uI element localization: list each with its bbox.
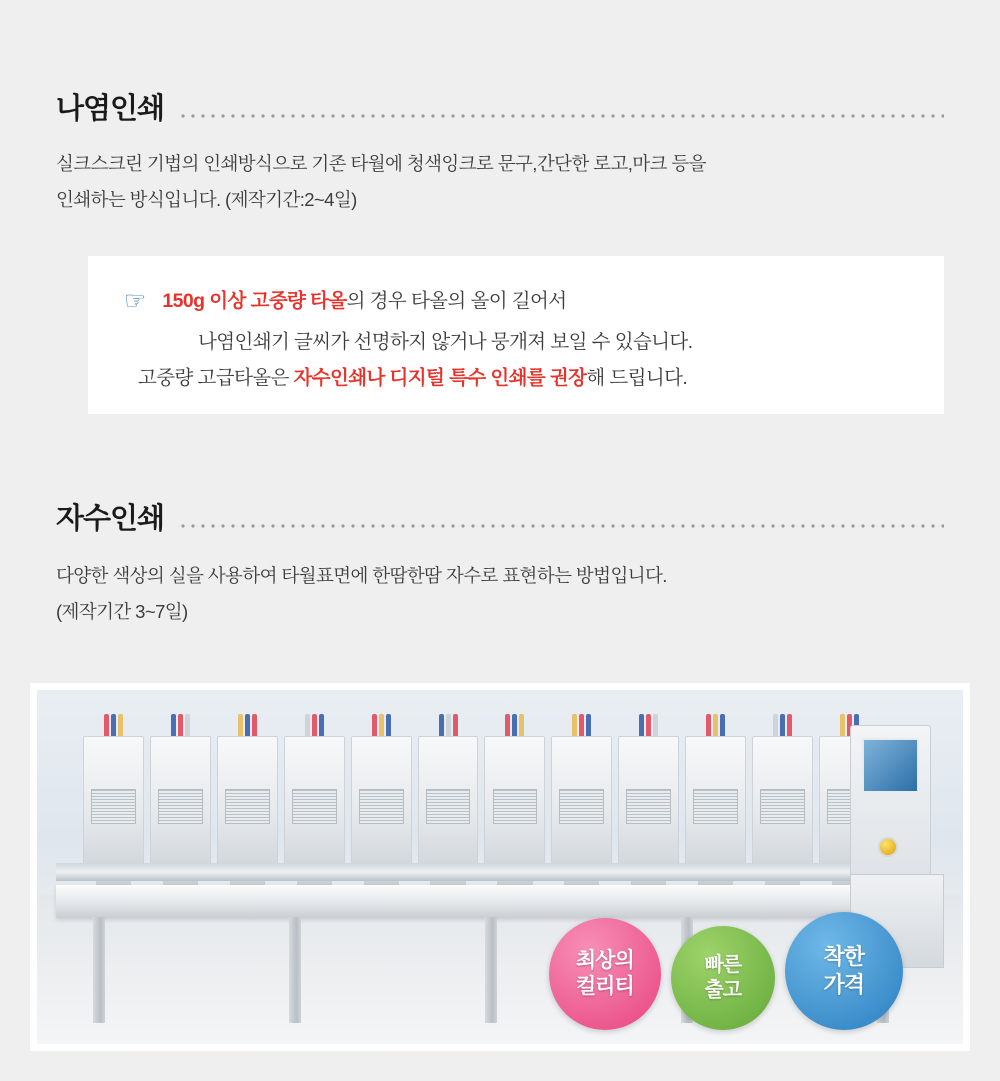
thread-spool-row: [83, 697, 879, 739]
badge-fast-shipping: [671, 926, 775, 1030]
embroidery-head: [618, 736, 679, 867]
embroidery-head: [351, 736, 412, 867]
spool-group: [284, 697, 345, 739]
section-jasu: [56, 505, 944, 630]
dotted-divider: [178, 107, 944, 119]
notice-text-3-post: 해 드립니다.: [586, 367, 688, 390]
dotted-divider: [178, 517, 944, 529]
badge-line-1: 빠른: [704, 953, 742, 976]
machine-leg: [289, 917, 301, 1023]
section-heading-napyeom: [56, 95, 944, 124]
badge-quality: [549, 918, 661, 1030]
page-title-jasu: 자수인쇄: [56, 503, 165, 535]
embroidery-head-row: [83, 736, 879, 867]
pointing-hand-icon: ☞: [124, 287, 147, 315]
embroidery-head: [217, 736, 278, 867]
spool-group: [351, 697, 412, 739]
machine-leg: [93, 917, 105, 1023]
spool-group: [484, 697, 545, 739]
badge-line-2: 가격: [823, 971, 865, 997]
notice-highlight-3: 자수인쇄나 디지털 특수 인쇄를 권장: [293, 367, 587, 390]
notice-line-3: [116, 360, 914, 396]
badge-line-2: 컬리티: [575, 974, 634, 998]
badge-line-1: 착한: [823, 944, 865, 970]
photo-badges: [549, 912, 903, 1030]
body-line-1: 다양한 색상의 실을 사용하여 타월표면에 한땀한땀 자수로 표현하는 방법입니다.: [56, 565, 667, 586]
badge-line-1: 최상의: [575, 948, 634, 972]
spool-group: [618, 697, 679, 739]
machine-rail: [56, 863, 926, 881]
badge-line-2: 출고: [704, 978, 742, 1001]
spool-group: [685, 697, 746, 739]
embroidery-head: [551, 736, 612, 867]
spool-group: [418, 697, 479, 739]
section-body-napyeom: [56, 146, 944, 218]
embroidery-head: [83, 736, 144, 867]
section-body-jasu: [56, 558, 944, 630]
notice-box: [88, 256, 944, 414]
machine-leg: [485, 917, 497, 1023]
spool-group: [150, 697, 211, 739]
embroidery-head: [685, 736, 746, 867]
spool-group: [83, 697, 144, 739]
embroidery-head: [484, 736, 545, 867]
notice-line-2: 나염인쇄기 글씨가 선명하지 않거나 뭉개져 보일 수 있습니다.: [198, 331, 693, 354]
section-napyeom: [56, 95, 944, 218]
embroidery-machine-photo: [37, 690, 963, 1044]
embroidery-head: [752, 736, 813, 867]
notice-line-1: [116, 278, 914, 324]
notice-highlight-1: 150g 이상 고중량 타올: [162, 290, 347, 312]
notice-text-1: 의 경우 타올의 올이 길어서: [346, 290, 567, 312]
embroidery-head: [150, 736, 211, 867]
badge-good-price: [785, 912, 903, 1030]
machine-control-panel: [850, 725, 931, 876]
embroidery-head: [284, 736, 345, 867]
spool-group: [752, 697, 813, 739]
section-heading-jasu: [56, 505, 944, 534]
control-screen: [862, 738, 919, 793]
spool-group: [551, 697, 612, 739]
embroidery-head: [418, 736, 479, 867]
notice-content: [88, 256, 944, 396]
body-line-2: 인쇄하는 방식입니다. (제작기간:2~4일): [56, 189, 357, 211]
body-line-2: (제작기간 3~7일): [56, 601, 188, 623]
photo-frame: [30, 683, 970, 1051]
notice-text-3-pre: 고중량 고급타올은: [138, 367, 294, 390]
page-title-napyeom: 나염인쇄: [56, 93, 165, 125]
body-line-1: 실크스크린 기법의 인쇄방식으로 기존 타월에 청색잉크로 문구,간단한 로고,마크 등을: [56, 153, 706, 174]
control-knob: [878, 837, 898, 857]
spool-group: [217, 697, 278, 739]
